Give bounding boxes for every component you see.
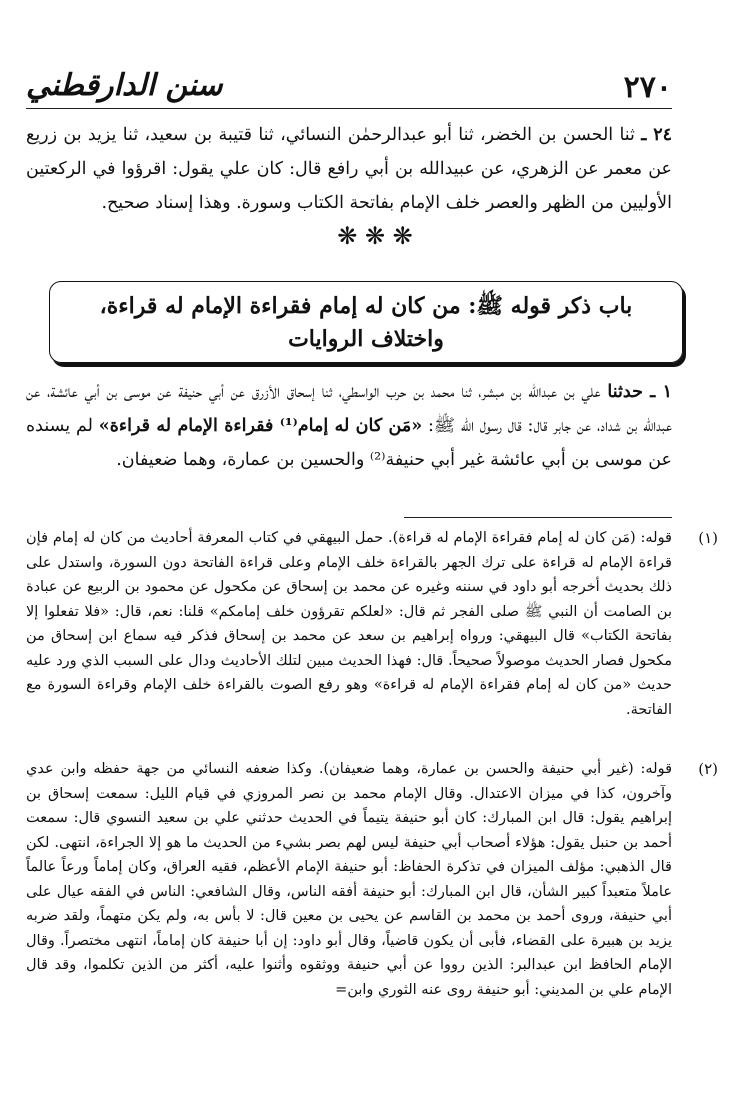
hadith-1 [26,375,672,477]
page-header [26,68,672,108]
chapter-title-line-1: باب ذكر قوله ﷺ: من كان له إمام فقراءة الإمام له قراءة، [99,293,633,319]
header-divider [26,108,672,109]
footnote-marker: (٢) [698,760,718,778]
footnote-2 [26,757,718,1002]
footnote-text: قوله: (غير أبي حنيفة والحسن بن عمارة، وهما ضعيفان). وكذا ضعفه النسائي من جهة حفظه وابن عدي وآخرون، كذا في ميزان الاعتدال. وقال الإمام محمد بن نصر المروزي في قيام الليل: سمعت إسحاق بن إبراهيم يقول: قال ابن المبارك: كان أبو حنيفة يتيماً في الحديث حدثني علي بن سعيد النسوي قال: سمعت أحمد بن حنبل يقول: هؤلاء أصحاب أبي حنيفة ليس لهم بصر بشيء من الحديث ما هو إلا الجراءة، انتهى. لكن قال الذهبي: مؤلف الميزان في تذكرة الحفاظ: أبو حنيفة الإمام الأعظم، فقيه العراق، وكان إماماً ورعاً عالماً عاملاً متعبداً كبير الشأن، قال ابن المبارك: أبو حنيفة أفقه الناس، وقال الشافعي: الناس في الفقه عيال على أبي حنيفة، وروى أحمد بن محمد بن القاسم عن يحيى بن معين قال: لا بأس به، ولم يكن متهماً، ولقد ضربه يزيد بن هبيرة على القضاء، فأبى أن يكون قاضياً، وقال أبو داود: إن أبا حنيفة كان إماماً، انتهى مختصراً. وقال الإمام الحافظ ابن عبدالبر: الذين رووا عن أبي حنيفة ووثقوه وأثنوا عليه، أكثر من الذين تكلموا، وقد قال الإمام علي بن المديني: أبو حنيفة روى عنه الثوري وابن= [26,761,672,998]
hadith-number: ١ ـ حدثنا [607,382,672,402]
hadith-quote: «مَن كان له إمام⁽¹⁾ فقراءة الإمام له قراءة» [98,416,423,436]
hadith-comment: لم يسنده عن موسى بن أبي عائشة غير أبي حنيفة⁽²⁾ والحسين بن عمارة، وهما ضعيفان. [26,416,672,470]
footnote-text: قوله: (مَن كان له إمام فقراءة الإمام له قراءة). حمل البيهقي في كتاب المعرفة أحاديث من كان له إمام فإن قراءة الإمام له قراءة على ترك الجهر بالقراءة خلف الإمام وعلى قراءة الفاتحة دون السورة، واستدل على ذلك بحديث أخرجه أبو داود في سننه وغيره عن محمد بن إسحاق عن مكحول عن محمود بن الربيع عن عبادة بن الصامت أن النبي ﷺ صلى الفجر ثم قال: «لعلكم تقرؤون خلف إمامكم» قلنا: نعم، قال: «فلا تفعلوا إلا بفاتحة الكتاب» قال البيهقي: ورواه إبراهيم بن سعد عن محمد بن إسحاق فذكر فيه سماع ابن إسحاق من مكحول فصار الحديث موصولاً صحيحاً. قال: فهذا الحديث مبين لتلك الأحاديث ودال على السبب الذي ورد عليه حديث «من كان له إمام فقراءة الإمام له قراءة» وهو رفع الصوت بالقراءة خلف الإمام وقراءة السورة مع الفاتحة. [26,530,672,718]
footnote-marker: (١) [698,529,718,547]
section-separator: ❋ ❋ ❋ [337,222,413,250]
chapter-heading-box [49,281,683,363]
chapter-title-line-2: واختلاف الروايات [288,326,444,352]
hadith-text: علي بن عبدالله بن مبشر، ثنا محمد بن حرب الواسطي، ثنا إسحاق الأزرق عن أبي حنيفة عن موسى بن أبي عائشة، عن عبدالله بن شداد، عن جابر قال: قال رسول الله ﷺ: [26,382,672,436]
footnote-1 [26,526,718,722]
hadith-text: ثنا الحسن بن الخضر، ثنا أبو عبدالرحمٰن النسائي، ثنا قتيبة بن سعيد، ثنا يزيد بن زريع عن معمر عن الزهري، عن عبيدالله بن أبي رافع قال: كان علي يقول: اقرؤوا في الركعتين الأوليين من الظهر والعصر خلف الإمام بفاتحة الكتاب وسورة. وهذا إسناد صحيح. [26,125,672,213]
footnote-divider [404,517,672,518]
hadith-number: ٢٤ ـ [641,125,672,145]
hadith-24 [26,118,672,220]
book-title: سنن الدارقطني [26,68,223,103]
page-number: ٢٧٠ [623,70,672,105]
